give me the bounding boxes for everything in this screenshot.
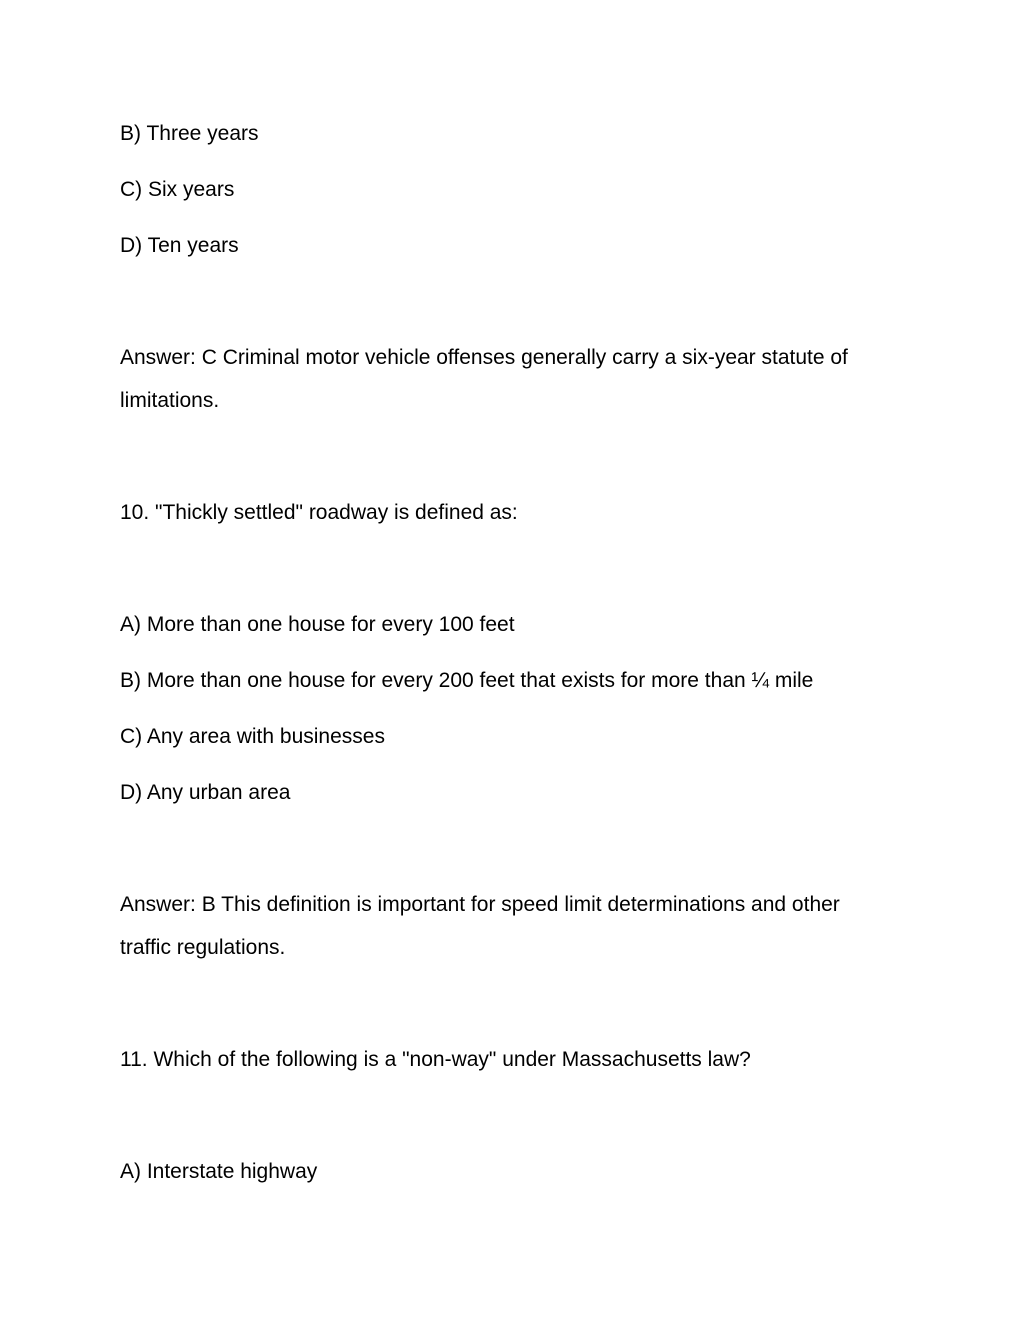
q10-question: 10. "Thickly settled" roadway is defined as: — [120, 501, 518, 524]
q11-option-a: A) Interstate highway — [120, 1160, 318, 1183]
q9-option-d: D) Ten years — [120, 234, 239, 257]
q10-answer-line-1: Answer: B This definition is important for speed limit determinations and other — [120, 893, 840, 916]
q9-option-c: C) Six years — [120, 178, 235, 201]
q10-option-b: B) More than one house for every 200 feet that exists for more than ¼ mile — [120, 669, 814, 692]
q9-option-b: B) Three years — [120, 122, 259, 145]
q10-option-d: D) Any urban area — [120, 781, 291, 804]
q10-option-a: A) More than one house for every 100 feet — [120, 613, 515, 636]
q11-question: 11. Which of the following is a "non-way" under Massachusetts law? — [120, 1048, 751, 1071]
q9-answer-line-2: limitations. — [120, 389, 220, 412]
q10-option-c: C) Any area with businesses — [120, 725, 385, 748]
q10-answer-line-2: traffic regulations. — [120, 936, 286, 959]
q9-answer-line-1: Answer: C Criminal motor vehicle offenses generally carry a six-year statute of — [120, 346, 848, 369]
